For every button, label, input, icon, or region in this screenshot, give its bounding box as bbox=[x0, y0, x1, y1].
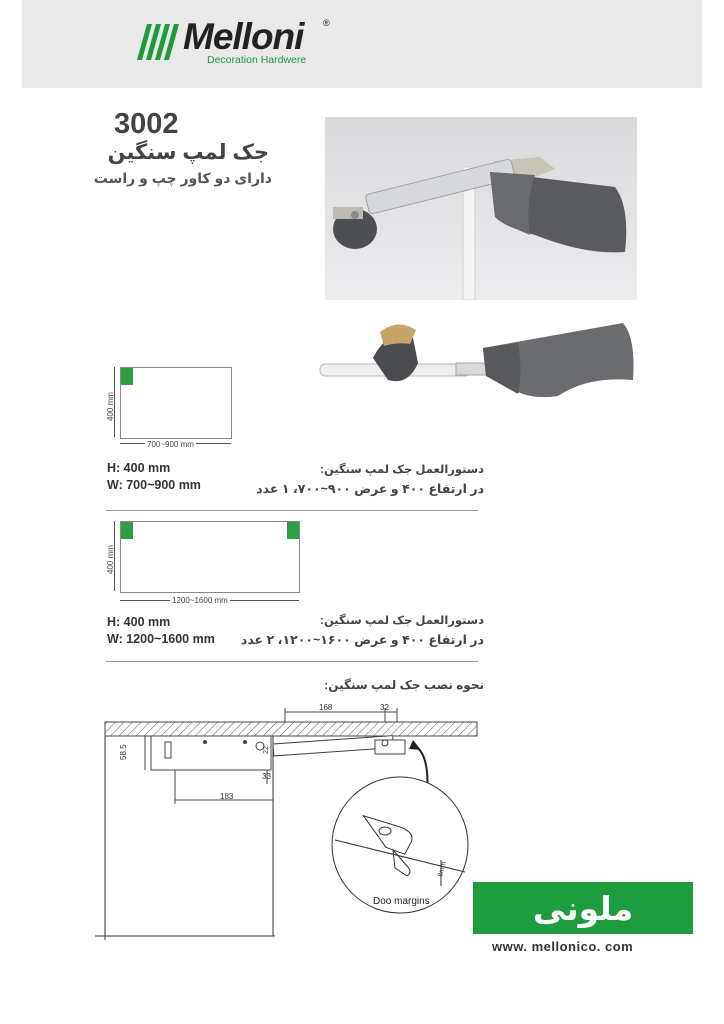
dim-33: 33 bbox=[262, 772, 271, 781]
model-number: 3002 bbox=[114, 108, 179, 140]
dim-8mm: 8mm bbox=[437, 860, 448, 878]
header-band bbox=[22, 0, 702, 88]
melloni-logo bbox=[137, 16, 337, 68]
brand-tagline: Decoration Hardwere bbox=[207, 54, 307, 66]
width-label: 700~900 mm bbox=[147, 440, 194, 449]
instruction-heading: دستورالعمل جک لمپ سنگین: bbox=[320, 615, 484, 627]
spec-height: H: 400 mm bbox=[107, 461, 171, 475]
installation-drawing bbox=[95, 700, 480, 950]
cabinet-diagram-double bbox=[120, 521, 300, 593]
height-label: 400 mm bbox=[106, 392, 115, 421]
brand-name: Melloni bbox=[183, 16, 304, 57]
product-title: جک لمپ سنگین bbox=[107, 141, 269, 164]
mechanism-marker bbox=[121, 368, 133, 385]
spec-height: H: 400 mm bbox=[107, 615, 171, 629]
dim-22: 22 bbox=[263, 746, 270, 754]
dim-58-5: 58.5 bbox=[119, 744, 128, 760]
instruction-text: در ارتفاع ۴۰۰ و عرض ۹۰۰~۷۰۰، ۱ عدد bbox=[256, 482, 484, 496]
spec-width: W: 1200~1600 mm bbox=[107, 632, 215, 646]
height-label: 400 mm bbox=[106, 545, 115, 574]
dim-168: 168 bbox=[319, 703, 333, 712]
product-subtitle: دارای دو کاور چپ و راست bbox=[93, 170, 272, 186]
website-link[interactable]: www. mellonico. com bbox=[492, 939, 634, 954]
spec-width: W: 700~900 mm bbox=[107, 478, 201, 492]
section-divider bbox=[106, 661, 478, 662]
section-divider bbox=[106, 510, 478, 511]
width-label: 1200~1600 mm bbox=[172, 596, 228, 605]
instruction-text: در ارتفاع ۴۰۰ و عرض ۱۶۰۰~۱۲۰۰، ۲ عدد bbox=[240, 633, 484, 647]
product-photo-mounted bbox=[325, 117, 637, 300]
lift-mechanism-components-image bbox=[318, 318, 640, 412]
dim-183: 183 bbox=[220, 792, 234, 801]
instruction-heading: دستورالعمل جک لمپ سنگین: bbox=[320, 464, 484, 476]
door-margins-label: Doo margins bbox=[373, 896, 430, 907]
technical-drawing-icon bbox=[95, 700, 480, 950]
product-photo-separate bbox=[318, 318, 640, 412]
brand-persian-logo: ملونی bbox=[473, 882, 693, 934]
registered-mark: ® bbox=[323, 18, 330, 28]
cabinet-diagram-single bbox=[120, 367, 232, 439]
dim-32: 32 bbox=[380, 703, 389, 712]
mechanism-marker-right bbox=[287, 522, 299, 539]
mechanism-marker-left bbox=[121, 522, 133, 539]
logo-stripes-icon bbox=[137, 24, 181, 60]
lift-mechanism-mounted-image bbox=[325, 117, 637, 300]
installation-title: نحوه نصب جک لمپ سنگین: bbox=[324, 678, 484, 692]
